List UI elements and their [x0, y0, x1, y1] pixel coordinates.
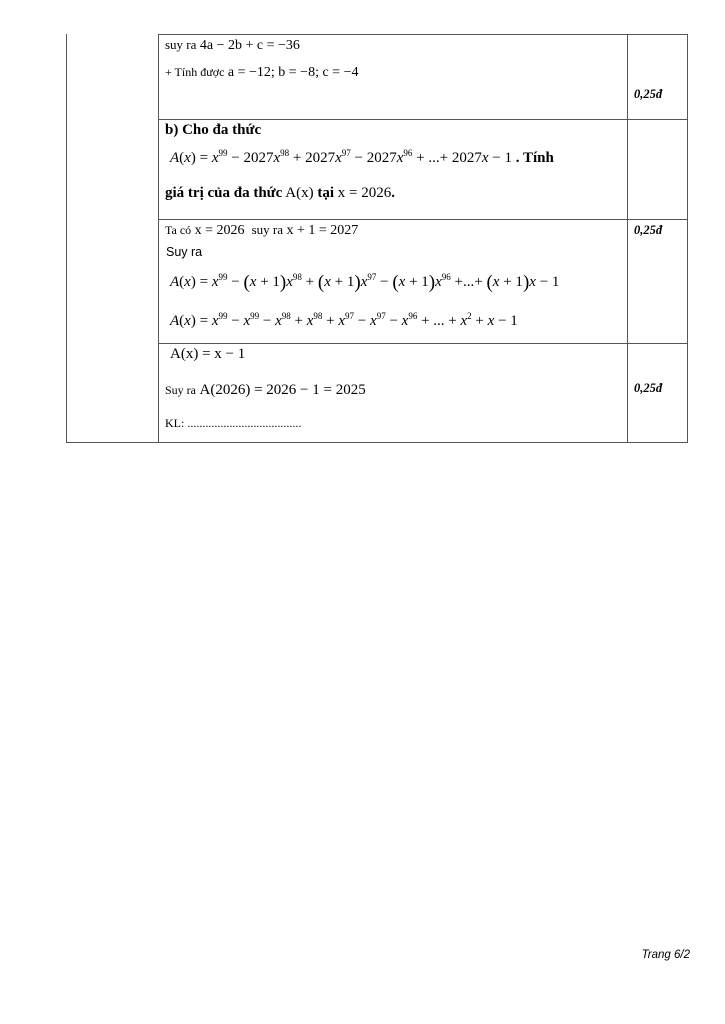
row1-line1: suy ra 4a − 2b + c = −36: [165, 37, 300, 53]
math-abc-values: a = −12; b = −8; c = −4: [227, 65, 359, 80]
row4-conclusion: KL: ......................................: [165, 416, 302, 430]
table-border-bottom: [66, 442, 688, 443]
row3-eq1: [170, 272, 559, 294]
page-number: Trang 6/2: [641, 949, 690, 961]
row3-line1: Ta có x = 2026 suy ra x + 1 = 2027: [165, 222, 359, 238]
polynomial-expression: $A(x) = x^{99} - 2027x^{98} + 2027x^{97} - 2027x^{96}$ + ...+ 2027x − 1: [170, 148, 516, 166]
row3-eq2: [170, 313, 518, 330]
row-divider-3: [158, 343, 688, 344]
row2-polynomial: $A(x) = x^{99} - 2027x^{98} + 2027x^{97} - 2027x^{96}$ + ...+ 2027x − 1 . Tính: [170, 148, 554, 166]
table-border-left: [66, 34, 67, 443]
score-row1: 0,25đ: [634, 87, 663, 101]
row4-eq: A(x) = x − 1: [170, 346, 246, 362]
equation-2: $A(x) = x^{99} - x^{99} - x^{98} + x^{98} + x^{97} - x^{97} - x^{96}$ + ... + $x^2 + x - 1$: [170, 311, 518, 329]
row4-result: Suy ra A(2026) = 2026 − 1 = 2025: [165, 382, 366, 398]
score-row3: 0,25đ: [634, 223, 663, 237]
row-divider-2: [158, 219, 688, 220]
answer-table: [66, 34, 688, 443]
math-4a-2b-c: 4a − 2b + c = −36: [199, 38, 300, 53]
table-divider-2: [627, 34, 628, 443]
table-border-right: [687, 34, 688, 443]
row-divider-1: [158, 119, 688, 120]
row2-line3: giá trị của đa thức A(x) tại x = 2026.: [165, 185, 395, 201]
score-row4: 0,25đ: [634, 381, 663, 395]
row3-suy-ra: Suy ra: [166, 245, 203, 259]
row2-title: b) Cho đa thức: [165, 122, 262, 138]
table-border-top: [158, 34, 688, 35]
equation-1: $A(x) = x^{99} - (x + 1)x^{98} + (x + 1)x^{97} - (x + 1)x^{96}$ +...+ (x + 1)x − 1: [170, 272, 560, 293]
table-divider-1: [158, 34, 159, 443]
row1-line2: + Tính được a = −12; b = −8; c = −4: [165, 65, 359, 80]
